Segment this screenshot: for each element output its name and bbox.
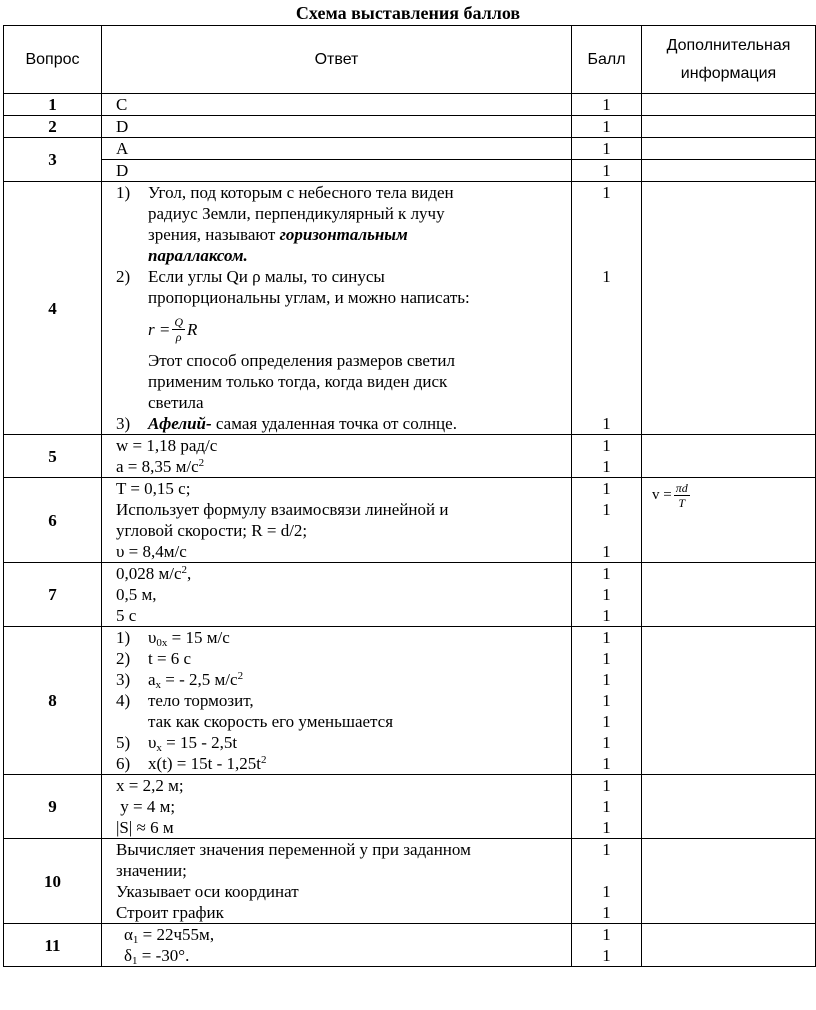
item-number: 3): [116, 670, 131, 689]
fraction-numerator: Q: [174, 314, 184, 329]
question-number: 3: [4, 138, 102, 182]
score-cell: [572, 627, 642, 775]
score-cell: [572, 478, 642, 563]
answer-cell: [102, 478, 572, 563]
answer-cell: D: [102, 160, 572, 182]
score-cell: [572, 182, 642, 435]
table-row: [4, 94, 816, 116]
formula-fraction: [674, 481, 690, 510]
score-value: 1: [602, 183, 611, 202]
answer-cell: [102, 627, 572, 775]
score-value: 1: [602, 585, 611, 604]
score-value: 1: [602, 712, 611, 731]
formula-rhs: R: [187, 319, 198, 339]
item-number: 1): [116, 628, 131, 647]
item-number: 5): [116, 733, 131, 752]
answer-text: = -30°.: [137, 946, 190, 965]
score-value: 1: [602, 733, 611, 752]
answer-line: светила: [148, 393, 204, 412]
answer-cell: [102, 839, 572, 924]
table-row: [4, 435, 816, 478]
question-number: 4: [4, 182, 102, 435]
table-row: [4, 160, 816, 182]
answer-cell: C: [102, 94, 572, 116]
score-value: 1: [602, 818, 611, 837]
answer-text: = 15 м/с: [167, 628, 230, 647]
info-cell: [642, 478, 816, 563]
answer-line: y = 4 м;: [116, 797, 176, 816]
header-score: Балл: [572, 26, 642, 94]
answer-line: так как скорость его уменьшается: [148, 712, 394, 731]
velocity-formula: [652, 478, 815, 512]
answer-line: [148, 627, 571, 648]
score-value: 1: [602, 840, 611, 859]
answer-line: |S| ≈ 6 м: [116, 818, 174, 837]
answer-text: a = 8,35 м/с: [116, 457, 199, 476]
score-value: 1: [602, 414, 611, 433]
question-number: 10: [4, 839, 102, 924]
subscript: x: [155, 679, 162, 691]
header-info-line1: Дополнительная: [666, 36, 791, 54]
item-number: 3): [116, 414, 131, 433]
score-value: 1: [602, 776, 611, 795]
answer-line: Строит график: [116, 903, 224, 922]
header-answer: Ответ: [102, 26, 572, 94]
score-value: 1: [602, 564, 611, 583]
item-number: 1): [116, 183, 131, 202]
superscript: 2: [237, 670, 244, 682]
info-cell: [642, 775, 816, 839]
answer-cell: [102, 924, 572, 967]
table-row: [4, 182, 816, 435]
answer-line: [148, 413, 571, 434]
score-cell: [572, 839, 642, 924]
fraction-denominator: T: [678, 495, 686, 510]
score-value: 1: [602, 649, 611, 668]
answer-text: зрения, называют: [148, 225, 276, 244]
question-number: 9: [4, 775, 102, 839]
answer-cell: [102, 775, 572, 839]
answer-text: α: [124, 925, 133, 944]
header-question: Вопрос: [4, 26, 102, 94]
item-number: 4): [116, 691, 131, 710]
answer-line: пропорциональны углам, и можно написать:: [148, 288, 470, 307]
item-number: 2): [116, 649, 131, 668]
item-number: 2): [116, 267, 131, 286]
answer-text: самая удаленная точка от солнце.: [215, 414, 457, 433]
info-cell: [642, 160, 816, 182]
answer-line: w = 1,18 рад/с: [116, 436, 218, 455]
answer-line: [148, 224, 571, 245]
info-cell: [642, 182, 816, 435]
term-text: параллаксом.: [148, 246, 248, 265]
answer-line: Указывает оси координат: [116, 882, 299, 901]
answer-text: a: [148, 670, 156, 689]
term-text: горизонтальным: [279, 225, 408, 244]
table-row: [4, 627, 816, 775]
answer-line: [148, 753, 571, 774]
subscript: 1: [132, 934, 139, 946]
answer-line: t = 6 с: [148, 649, 192, 668]
question-number: 7: [4, 563, 102, 627]
answer-line: [124, 924, 571, 945]
question-number: 8: [4, 627, 102, 775]
score-value: 1: [602, 500, 611, 519]
question-number: 5: [4, 435, 102, 478]
answer-cell: [102, 563, 572, 627]
answer-line: тело тормозит,: [148, 691, 254, 710]
answer-line: угловой скорости; R = d/2;: [116, 521, 308, 540]
score-value: 1: [602, 946, 611, 965]
answer-text: = 22ч55м,: [138, 925, 215, 944]
answer-line: радиус Земли, перпендикулярный к лучу: [148, 204, 445, 223]
table-row: [4, 924, 816, 967]
answer-line: Угол, под которым с небесного тела виден: [148, 183, 454, 202]
answer-line: [148, 732, 571, 753]
score-value: 1: [602, 691, 611, 710]
table-row: [4, 478, 816, 563]
answer-line: 5 с: [116, 606, 137, 625]
score-value: 1: [602, 754, 611, 773]
answer-text: = - 2,5 м/с: [161, 670, 238, 689]
subscript: 1: [132, 955, 138, 967]
score-cell: 1: [572, 160, 642, 182]
info-cell: [642, 563, 816, 627]
answer-line: Использует формулу взаимосвязи линейной и: [116, 500, 449, 519]
score-value: 1: [602, 925, 611, 944]
score-cell: 1: [572, 116, 642, 138]
question-number: 11: [4, 924, 102, 967]
answer-line: [116, 563, 571, 584]
answer-line: [124, 945, 571, 966]
answer-text: δ: [124, 946, 133, 965]
score-value: 1: [602, 882, 611, 901]
answer-line: x = 2,2 м;: [116, 776, 184, 795]
question-number: 6: [4, 478, 102, 563]
answer-line: применим только тогда, когда виден диск: [148, 372, 448, 391]
table-row: [4, 563, 816, 627]
question-number: 2: [4, 116, 102, 138]
score-value: 1: [602, 903, 611, 922]
info-cell: [642, 627, 816, 775]
score-value: 1: [602, 670, 611, 689]
answer-text: ,: [187, 564, 192, 583]
subscript: x: [156, 742, 162, 754]
scoring-table: [3, 25, 816, 967]
score-cell: [572, 924, 642, 967]
answer-line: υ = 8,4м/с: [116, 542, 187, 561]
info-cell: [642, 116, 816, 138]
answer-line: T = 0,15 с;: [116, 479, 191, 498]
answer-line: [148, 669, 571, 690]
score-cell: 1: [572, 138, 642, 160]
formula-lhs: r =: [148, 319, 171, 339]
answer-line: Вычисляет значения переменной y при заданном: [116, 840, 471, 859]
superscript: 2: [181, 564, 188, 576]
superscript: 2: [261, 754, 267, 766]
answer-cell: [102, 435, 572, 478]
score-value: 1: [602, 457, 611, 476]
header-info: [642, 26, 816, 94]
answer-text: x(t) = 15t - 1,25t: [148, 754, 261, 773]
table-row: [4, 839, 816, 924]
score-cell: 1: [572, 94, 642, 116]
answer-text: υ: [148, 733, 157, 752]
score-value: 1: [602, 797, 611, 816]
answer-text: = 15 - 2,5t: [161, 733, 238, 752]
info-cell: [642, 924, 816, 967]
fraction-numerator: πd: [675, 480, 688, 495]
answer-cell: D: [102, 116, 572, 138]
fraction-denominator: ρ: [175, 329, 182, 344]
term-text: Афелий-: [148, 414, 212, 433]
score-value: 1: [602, 606, 611, 625]
answer-text: 0,028 м/с: [116, 564, 182, 583]
item-number: 6): [116, 754, 131, 773]
score-cell: [572, 563, 642, 627]
info-cell: [642, 94, 816, 116]
header-info-line2: информация: [680, 64, 777, 82]
info-cell: [642, 839, 816, 924]
answer-line: значении;: [116, 861, 187, 880]
table-row: [4, 138, 816, 160]
score-value: 1: [602, 542, 611, 561]
score-value: 1: [602, 479, 611, 498]
formula-fraction: [172, 315, 185, 344]
answer-line: [116, 456, 571, 477]
answer-cell: [102, 182, 572, 435]
score-cell: [572, 775, 642, 839]
answer-cell: A: [102, 138, 572, 160]
table-row: [4, 116, 816, 138]
formula-lhs: v =: [652, 486, 672, 503]
header-row: [4, 26, 816, 94]
score-cell: [572, 435, 642, 478]
score-value: 1: [602, 436, 611, 455]
subscript: 0x: [156, 637, 168, 649]
info-cell: [642, 435, 816, 478]
parallax-formula: [148, 308, 571, 350]
table-row: [4, 775, 816, 839]
page-title: Схема выставления баллов: [295, 3, 521, 23]
info-cell: [642, 138, 816, 160]
answer-line: Если углы Qи ρ малы, то синусы: [148, 267, 385, 286]
answer-line: Этот способ определения размеров светил: [148, 351, 455, 370]
answer-text: υ: [148, 628, 157, 647]
superscript: 2: [198, 457, 205, 469]
score-value: 1: [602, 267, 611, 286]
score-value: 1: [602, 628, 611, 647]
answer-line: 0,5 м,: [116, 585, 157, 604]
question-number: 1: [4, 94, 102, 116]
